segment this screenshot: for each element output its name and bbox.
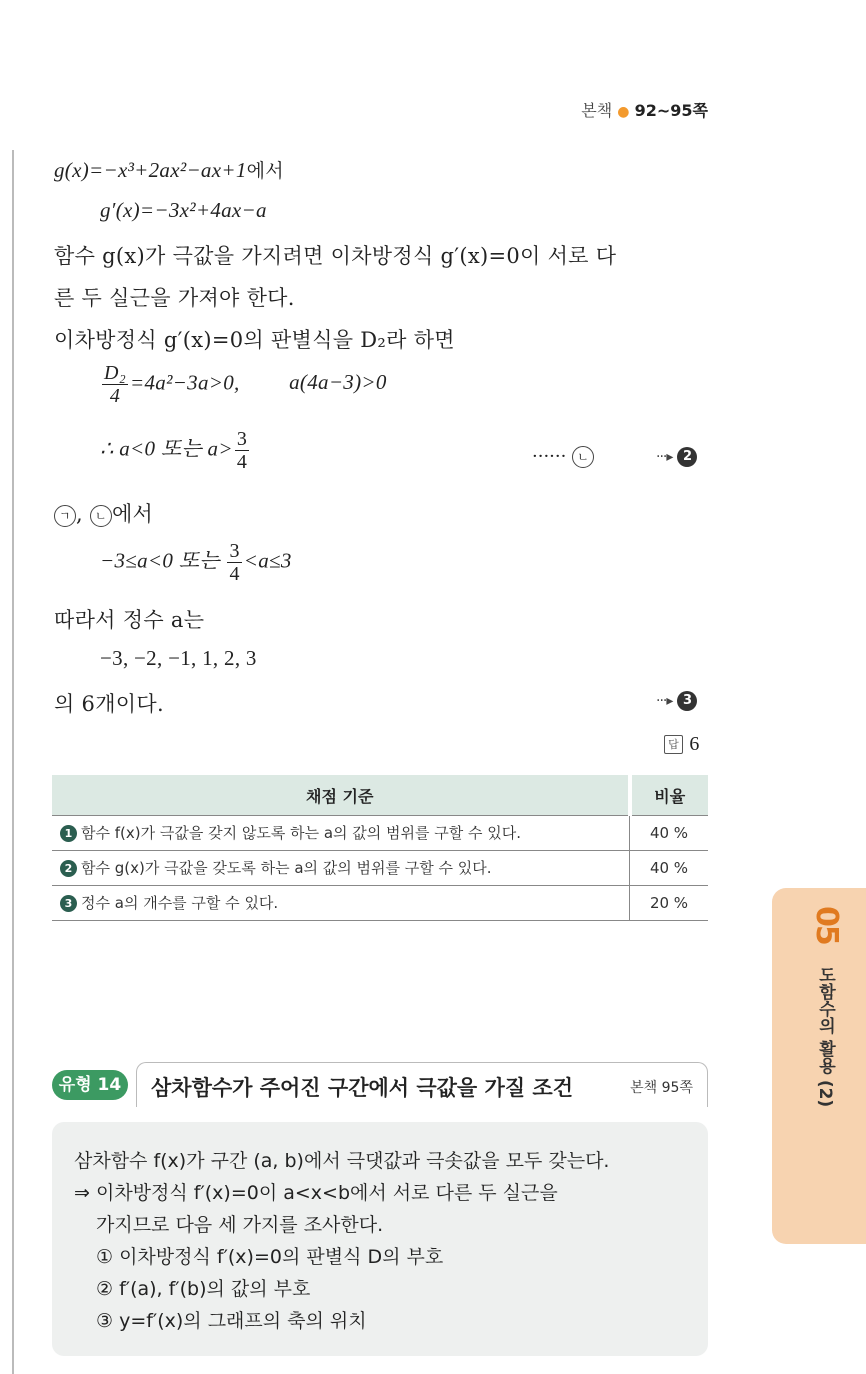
type-header (52, 1062, 708, 1108)
header-criteria: 채점 기준 (52, 775, 630, 816)
page-reference (581, 98, 708, 121)
step-marker (656, 690, 697, 711)
type-title: 삼차함수가 주어진 구간에서 극값을 가질 조건 (151, 1076, 573, 1100)
answer-icon: 답 (664, 735, 683, 754)
type-badge: 유형 14 (52, 1070, 128, 1100)
answer-value: 6 (689, 733, 700, 755)
fraction-denominator: 4 (109, 385, 121, 407)
step-badge-icon: 2 (60, 860, 77, 877)
reference-pages: 92~95쪽 (634, 101, 708, 120)
solution-line-6 (100, 362, 387, 407)
note-line: ③ y=f′(x)의 그래프의 축의 위치 (96, 1310, 367, 1332)
note-line: 가지므로 다음 세 가지를 조사한다. (96, 1214, 384, 1236)
fraction-numerator: 3 (236, 428, 248, 450)
fraction-denominator: 4 (236, 451, 248, 473)
type-title-box (136, 1062, 708, 1107)
answer (664, 731, 699, 756)
criteria-text: 함수 g(x)가 극값을 갖도록 하는 a의 값의 범위를 구할 수 있다. (81, 859, 492, 877)
type-reference: 본책 95쪽 (630, 1080, 693, 1096)
solution-line-8: ㄱ , ㄴ 에서 (54, 498, 153, 528)
step-badge-icon: 3 (60, 895, 77, 912)
header-ratio: 비율 (630, 775, 709, 816)
solution-line-9 (100, 540, 292, 585)
inequality-1: =4a²−3a>0, (130, 370, 240, 395)
ratio-cell: 40 % (630, 851, 709, 886)
suffix-text: 에서 (246, 160, 284, 182)
dotted-arrow-icon: ···▸ (656, 693, 673, 709)
table-row (52, 851, 708, 886)
dots: ······ (532, 446, 567, 467)
step-badge-icon: 1 (60, 825, 77, 842)
dotted-arrow-icon: ···▸ (656, 449, 673, 465)
suffix-text: 에서 (111, 502, 154, 526)
table-row (52, 816, 708, 851)
criteria-text: 함수 f(x)가 극값을 갖지 않도록 하는 a의 값의 범위를 구할 수 있다. (81, 824, 522, 842)
ratio-cell: 40 % (630, 816, 709, 851)
criteria-cell (52, 851, 630, 886)
fraction (235, 428, 249, 473)
solution-line-10: 따라서 정수 a는 (54, 608, 205, 632)
solution-line-1 (54, 156, 284, 183)
criteria-cell (52, 816, 630, 851)
solution-line-5: 이차방정식 g′(x)=0의 판별식을 D₂라 하면 (54, 328, 455, 352)
grading-table (52, 775, 708, 921)
note-line: ⇒ 이차방정식 f′(x)=0이 a<x<b에서 서로 다른 두 실근을 (74, 1182, 558, 1204)
solution-line-3: 함수 g(x)가 극값을 가지려면 이차방정식 g′(x)=0이 서로 다 (54, 244, 617, 268)
solution-line-2: g′(x)=−3x²+4ax−a (100, 198, 267, 222)
inequality-2: a(4a−3)>0 (289, 370, 387, 395)
step-marker (656, 446, 697, 467)
table-header-row (52, 775, 708, 816)
ratio-cell: 20 % (630, 886, 709, 921)
circled-label-icon: ㄱ (54, 505, 76, 527)
equation-marker (532, 446, 594, 468)
range-text-left: −3≤a<0 또는 (100, 548, 220, 573)
note-line: 삼차함수 f(x)가 구간 (a, b)에서 극댓값과 극솟값을 모두 갖는다. (74, 1150, 610, 1172)
bullet-icon: ● (617, 104, 630, 120)
chapter-tab[interactable] (772, 888, 866, 1244)
margin-rule (12, 150, 14, 1374)
fraction (102, 362, 128, 407)
concept-note-box (52, 1122, 708, 1356)
criteria-cell (52, 886, 630, 921)
table-row (52, 886, 708, 921)
g-definition: g(x)=−x³+2ax²−ax+1 (54, 158, 247, 182)
range-text-right: <a≤3 (243, 548, 292, 573)
fraction-numerator: 3 (229, 540, 240, 562)
fraction-numerator: D₂ (104, 362, 126, 384)
chapter-number: 05 (809, 906, 844, 944)
solution-line-11: −3, −2, −1, 1, 2, 3 (100, 646, 257, 670)
circled-label-icon: ㄴ (90, 505, 112, 527)
note-line: ② f′(a), f′(b)의 값의 부호 (96, 1278, 311, 1300)
step-badge-icon: 3 (677, 691, 697, 711)
criteria-text: 정수 a의 개수를 구할 수 있다. (81, 894, 279, 912)
solution-line-4: 른 두 실근을 가져야 한다. (54, 286, 295, 310)
chapter-title: 도함수의 활용 (2) (815, 966, 835, 1108)
step-badge-icon: 2 (677, 447, 697, 467)
solution-line-7 (100, 428, 251, 473)
condition-text: ∴ a<0 또는 a> (100, 436, 233, 461)
fraction-denominator: 4 (229, 563, 240, 585)
note-line: ① 이차방정식 f′(x)=0의 판별식 D의 부호 (96, 1246, 444, 1268)
fraction (227, 540, 241, 585)
solution-line-12: 의 6개이다. (54, 692, 164, 716)
reference-book: 본책 (581, 101, 613, 120)
circled-label-icon: ㄴ (572, 446, 594, 468)
